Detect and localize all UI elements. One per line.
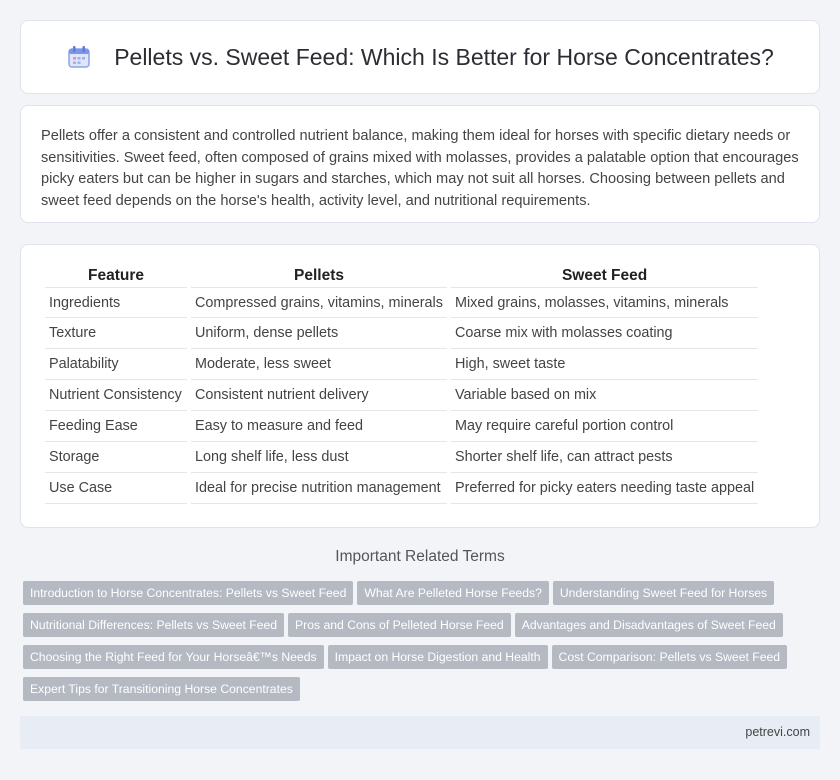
term-tag[interactable]: Nutritional Differences: Pellets vs Sweet Feed	[23, 613, 284, 637]
sweet-feed-cell: Coarse mix with molasses coating	[451, 318, 758, 349]
table-row	[45, 349, 758, 380]
feature-cell: Palatability	[45, 349, 187, 380]
sweet-feed-cell: May require careful portion control	[451, 411, 758, 442]
pellets-cell: Consistent nutrient delivery	[191, 380, 447, 411]
pellets-cell: Moderate, less sweet	[191, 349, 447, 380]
comparison-table	[41, 265, 762, 504]
sweet-feed-cell: High, sweet taste	[451, 349, 758, 380]
feature-cell: Texture	[45, 318, 187, 349]
pellets-cell: Compressed grains, vitamins, minerals	[191, 287, 447, 318]
header-pellets: Pellets	[294, 267, 344, 284]
pellets-cell: Easy to measure and feed	[191, 411, 447, 442]
calendar-icon	[66, 44, 92, 70]
related-terms-list	[23, 581, 823, 709]
sweet-feed-cell: Mixed grains, molasses, vitamins, minerals	[451, 287, 758, 318]
term-tag[interactable]: Advantages and Disadvantages of Sweet Feed	[515, 613, 783, 637]
term-tag[interactable]: What Are Pelleted Horse Feeds?	[357, 581, 549, 605]
term-tag[interactable]: Cost Comparison: Pellets vs Sweet Feed	[552, 645, 788, 669]
feature-cell: Nutrient Consistency	[45, 380, 187, 411]
term-tag[interactable]: Expert Tips for Transitioning Horse Concentrates	[23, 677, 300, 701]
feature-cell: Feeding Ease	[45, 411, 187, 442]
title-card	[20, 20, 820, 94]
table-row	[45, 473, 758, 504]
header-feature: Feature	[88, 267, 144, 284]
term-tag[interactable]: Impact on Horse Digestion and Health	[328, 645, 548, 669]
intro-card	[20, 105, 820, 223]
table-row	[45, 287, 758, 318]
table-row	[45, 380, 758, 411]
feature-cell: Ingredients	[45, 287, 187, 318]
related-terms-heading: Important Related Terms	[335, 548, 505, 565]
term-tag[interactable]: Understanding Sweet Feed for Horses	[553, 581, 774, 605]
table-row	[45, 318, 758, 349]
sweet-feed-cell: Variable based on mix	[451, 380, 758, 411]
pellets-cell: Ideal for precise nutrition management	[191, 473, 447, 504]
page-title	[66, 44, 774, 71]
table-row	[45, 411, 758, 442]
pellets-cell: Uniform, dense pellets	[191, 318, 447, 349]
feature-cell: Use Case	[45, 473, 187, 504]
intro-paragraph: Pellets offer a consistent and controlled nutrient balance, making them ideal for horses with specific dietary needs or sensitivities. Sweet feed, often composed of grains mixed with molasses, provides a palatable option that encourages picky eaters but can be higher in sugars and starches, which may not suit all horses. Choosing between pellets and sweet feed depends on the horse's health, activity level, and nutritional requirements.	[41, 128, 799, 209]
page-title-text: Pellets vs. Sweet Feed: Which Is Better for Horse Concentrates?	[114, 43, 774, 70]
pellets-cell: Long shelf life, less dust	[191, 442, 447, 473]
table-header-row	[45, 265, 758, 287]
table-row	[45, 442, 758, 473]
header-sweet-feed: Sweet Feed	[561, 267, 648, 284]
footer	[20, 716, 820, 749]
feature-cell: Storage	[45, 442, 187, 473]
term-tag[interactable]: Pros and Cons of Pelleted Horse Feed	[288, 613, 511, 637]
sweet-feed-cell: Preferred for picky eaters needing taste appeal	[451, 473, 758, 504]
footer-site-link[interactable]: petrevi.com	[745, 725, 810, 739]
sweet-feed-cell: Shorter shelf life, can attract pests	[451, 442, 758, 473]
term-tag[interactable]: Introduction to Horse Concentrates: Pellets vs Sweet Feed	[23, 581, 353, 605]
comparison-card	[20, 244, 820, 528]
term-tag[interactable]: Choosing the Right Feed for Your Horseâ€™s Needs	[23, 645, 324, 669]
